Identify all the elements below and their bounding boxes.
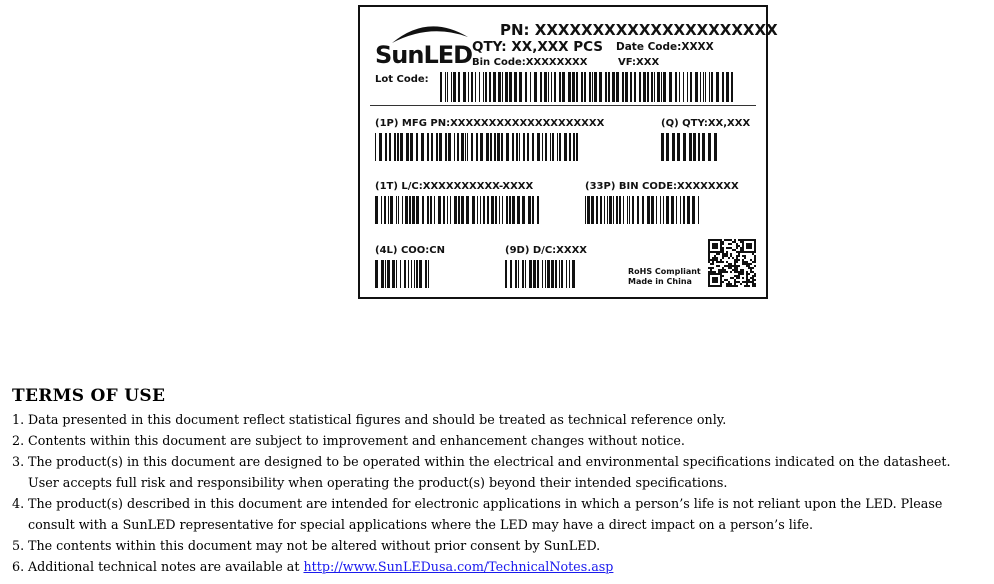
label-divider bbox=[370, 105, 756, 106]
date-code-barcode bbox=[505, 260, 580, 288]
rohs-compliant-text: RoHS Compliant bbox=[628, 267, 701, 276]
terms-item-5: 5. The contents within this document may not be altered without prior consent by SunLED. bbox=[12, 538, 601, 553]
mfg-pn-barcode bbox=[375, 133, 580, 161]
lot-code-field: (1T) L/C:XXXXXXXXXX-XXXX bbox=[375, 181, 534, 192]
coo-barcode bbox=[375, 260, 433, 288]
date-code-field: (9D) D/C:XXXX bbox=[505, 245, 588, 256]
terms-item-3: 3. The product(s) in this document are designed to be operated within the electrical and environmental specifications indicated on the datasheet. User accepts full risk and responsibility when operating the product(s) beyond their intended specifications. bbox=[12, 454, 951, 490]
bin-code: Bin Code:XXXXXXXX bbox=[472, 57, 588, 68]
terms-item-6: 6. Additional technical notes are available at http://www.SunLEDusa.com/TechnicalNotes.asp bbox=[12, 559, 614, 574]
shipping-label bbox=[358, 5, 778, 299]
forward-voltage: VF:XXX bbox=[618, 57, 660, 68]
terms-item-2: 2. Contents within this document are subject to improvement and enhancement changes without notice. bbox=[12, 433, 685, 448]
country-of-origin: (4L) COO:CN bbox=[375, 245, 445, 256]
lot-code-label: Lot Code: bbox=[375, 74, 429, 85]
mfg-part-number: (1P) MFG PN:XXXXXXXXXXXXXXXXXXXX bbox=[375, 118, 605, 129]
part-number: PN: XXXXXXXXXXXXXXXXXXXXX bbox=[500, 21, 778, 39]
rohs-compliance bbox=[628, 267, 701, 287]
sunled-logo: SunLED bbox=[375, 41, 473, 69]
bin-code-field-barcode bbox=[585, 196, 700, 224]
terms-of-use bbox=[12, 386, 992, 577]
qr-code bbox=[708, 239, 756, 287]
terms-title: TERMS OF USE bbox=[12, 386, 166, 406]
bin-code-field: (33P) BIN CODE:XXXXXXXX bbox=[585, 181, 739, 192]
terms-item-4: 4. The product(s) described in this document are intended for electronic applications in which a person’s life is not reliant upon the LED. Please consult with a SunLED representative for special applications where the LED may have a direct impact on a person’s life. bbox=[12, 496, 943, 532]
quantity: QTY: XX,XXX PCS bbox=[472, 39, 604, 55]
made-in-china-text: Made in China bbox=[628, 277, 692, 286]
lot-code-field-barcode bbox=[375, 196, 540, 224]
lot-code-barcode bbox=[440, 72, 735, 102]
technical-notes-link[interactable]: http://www.SunLEDusa.com/TechnicalNotes.asp bbox=[303, 559, 614, 574]
terms-item-1: 1. Data presented in this document reflect statistical figures and should be treated as technical reference only. bbox=[12, 412, 727, 427]
date-code: Date Code:XXXX bbox=[616, 41, 714, 53]
qty-barcode bbox=[661, 133, 717, 161]
qty-field: (Q) QTY:XX,XXX bbox=[661, 118, 751, 129]
